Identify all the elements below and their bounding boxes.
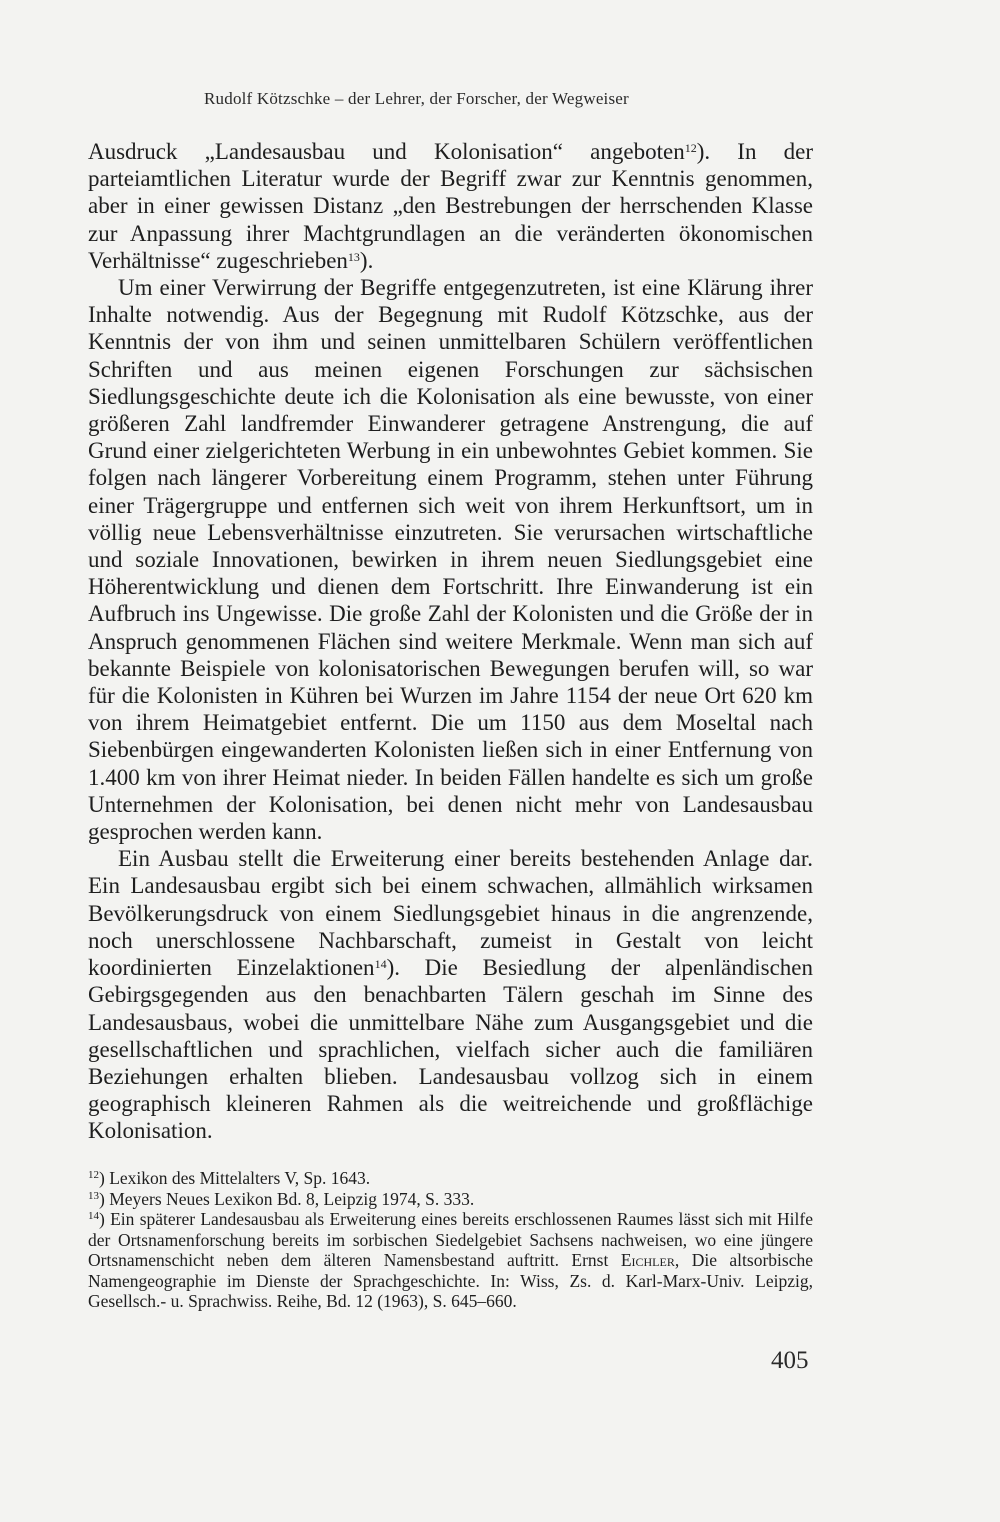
footnote-13 bbox=[88, 1189, 813, 1210]
footnote-text: ) Lexikon des Mittelalters V, Sp. 1643. bbox=[99, 1168, 371, 1188]
footnotes bbox=[88, 1168, 813, 1312]
paragraph-1-text-a: Ausdruck „Landesausbau und Kolonisation“ angeboten bbox=[88, 139, 685, 164]
page-number: 405 bbox=[771, 1347, 809, 1374]
paragraph-3 bbox=[88, 845, 813, 1144]
footnote-12 bbox=[88, 1168, 813, 1189]
running-header: Rudolf Kötzschke – der Lehrer, der Forscher, der Wegweiser bbox=[204, 89, 629, 108]
paragraph-1-text-c: ). bbox=[359, 247, 374, 273]
paragraph-3-text-a: Ein Ausbau stellt die Erweiterung einer bereits bestehenden Anlage dar. Ein Landesausbau ergibt sich bei einem schwachen, allmählich wirksamen Bevölkerungsdruck von einem Siedlungsgebiet hinaus in die angrenzende, noch unerschlossene Nachbarschaft, zumeist in Gestalt von leicht koordinierten Einzelaktionen bbox=[88, 846, 813, 981]
footnote-number: 13 bbox=[88, 1189, 99, 1202]
paragraph-3-text-b: ). Die Besiedlung der alpenländischen Gebirgsgegenden aus den benachbarten Tälern geschah im Sinne des Landesausbaus, wobei die unmittelbare Nähe zum Ausgangsgebiet und die gesellschaftlichen und sprachlichen, vielfach sicher auch die familiären Beziehungen erhalten blieben. Landesausbau vollzog sich in einem geographisch kleineren Rahmen als die weitreichende und großflächige Kolonisation. bbox=[88, 955, 814, 1144]
footnote-number: 14 bbox=[88, 1210, 99, 1222]
footnote-ref-13: 13 bbox=[347, 249, 360, 264]
footnote-text: ) Meyers Neues Lexikon Bd. 8, Leipzig 1974, S. 333. bbox=[99, 1188, 475, 1209]
author-name: Eichler bbox=[620, 1250, 675, 1270]
paragraph-1-text-b: ). In der parteiamtlichen Literatur wurde der Begriff zwar zur Kenntnis genommen, aber in einer gewissen Distanz „den Bestrebungen der herrschenden Klasse zur Anpassung ihrer Machtgrundlagen an die veränderten ökonomischen Verhältnisse“ zugeschrieben bbox=[88, 139, 813, 273]
footnote-14 bbox=[88, 1209, 813, 1312]
footnote-text-continued: , Die altsorbische Namengeographie im Dienste der Sprachgeschichte. In: Wiss, Zs. d. Karl-Marx-Univ. Leipzig, Gesellsch.- u. Sprachwiss. Reihe, Bd. 12 (1963), S. 645–660. bbox=[88, 1250, 814, 1311]
footnote-number: 12 bbox=[88, 1169, 99, 1181]
footnote-ref-12: 12 bbox=[684, 141, 697, 155]
paragraph-1 bbox=[88, 138, 813, 274]
footnote-text: ) Ein späterer Landesausbau als Erweiterung eines bereits erschlossenen Raumes lässt sich mit Hilfe der Ortsnamenforschung bereits im sorbischen Siedelgebiet Sachsens nachweisen, wo eine jüngere Ortsnamenschicht neben dem älteren Namensbestand auftritt. Ernst bbox=[88, 1209, 813, 1270]
main-text bbox=[88, 138, 813, 1145]
footnote-ref-14: 14 bbox=[374, 957, 387, 972]
paragraph-2: Um einer Verwirrung der Begriffe entgegenzutreten, ist eine Klärung ihrer Inhalte notwendig. Aus der Begegnung mit Rudolf Kötzschke, aus der Kenntnis der von ihm und seinen unmittelbaren Schülern veröffentlichen Schriften und aus meinen eigenen Forschungen zur sächsischen Siedlungsgeschichte deute ich die Kolonisation als eine bewusste, von einer größeren Zahl landfremder Einwanderer getragene Anstrengung, die auf Grund einer zielgerichteten Werbung in ein unbewohntes Gebiet kommen. Sie folgen nach längerer Vorbereitung einem Programm, stehen unter Führung einer Trägergruppe und entfernen sich weit von ihrem Herkunftsort, um in völlig neue Lebensverhältnisse einzutreten. Sie verursachen wirtschaftliche und soziale Innovationen, bewirken in ihrem neuen Siedlungsgebiet eine Höherentwicklung und dienen dem Fortschritt. Ihre Einwanderung ist ein Aufbruch ins Ungewisse. Die große Zahl der Kolonisten und die Größe der in Anspruch genommenen Flächen sind weitere Merkmale. Wenn man sich auf bekannte Beispiele von kolonisatorischen Bewegungen berufen will, so war für die Kolonisten in Kühren bei Wurzen im Jahre 1154 der neue Ort 620 km von ihrem Heimatgebiet entfernt. Die um 1150 aus dem Moseltal nach Siebenbürgen eingewanderten Kolonisten ließen sich in einer Entfernung von 1.400 km von ihrer Heimat nieder. In beiden Fällen handelte es sich um große Unternehmen der Kolonisation, bei denen nicht mehr von Landesausbau gesprochen werden kann. bbox=[88, 275, 813, 845]
